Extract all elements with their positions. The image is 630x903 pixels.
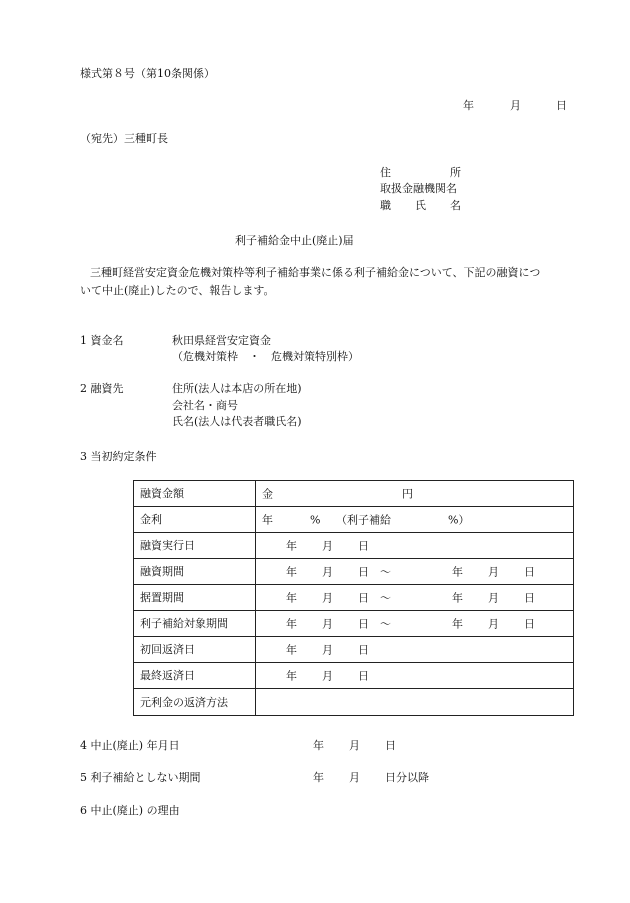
date-from-unit: 年 [286,539,297,552]
date-to-unit: 日 [524,565,535,578]
interest-subsidy-percent: %） [448,513,470,526]
stop-date-day: 日 [385,739,396,752]
item-borrower-address: 住所(法人は本店の所在地) [172,382,302,395]
no-subsidy-suffix: 日分以降 [385,771,429,784]
no-subsidy-month: 月 [349,771,360,784]
table-row [134,637,574,663]
date-to-unit: 月 [488,591,499,604]
condition-label: 利子補給対象期間 [134,611,256,637]
date-to-unit: 年 [452,565,463,578]
date-from-unit: 月 [322,669,333,682]
condition-label: 融資期間 [134,559,256,585]
condition-label: 据置期間 [134,585,256,611]
condition-label: 初回返済日 [134,637,256,663]
date-to-unit: 日 [524,591,535,604]
interest-subsidy-label: （利子補給 [336,513,391,526]
condition-label: 最終返済日 [134,663,256,689]
no-subsidy-year: 年 [313,771,324,784]
item-borrower-name: 氏名(法人は代表者職氏名) [172,415,302,428]
conditions-table [133,480,574,716]
loan-amount-label: 融資金額 [134,481,256,507]
date-to-unit: 年 [452,591,463,604]
date-from-unit: 年 [286,669,297,682]
date-from-unit: 月 [322,539,333,552]
condition-label: 融資実行日 [134,533,256,559]
body-line-2: いて中止(廃止)したので、報告します。 [80,284,275,297]
repayment-method-label: 元利金の返済方法 [134,689,256,716]
table-row [134,533,574,559]
item-conditions-label: 3 当初約定条件 [80,450,157,463]
date-from-unit: 年 [286,565,297,578]
date-from-unit: 月 [322,591,333,604]
date-from-unit: 年 [286,591,297,604]
table-row [134,689,574,716]
interest-year: 年 [262,513,273,526]
date-from-unit: 日 [358,617,369,630]
condition-value [256,611,574,637]
repayment-method-value [256,689,574,716]
range-tilde: ～ [380,565,391,578]
date-day: 日 [556,99,567,112]
date-line [0,100,630,112]
interest-percent: % [310,513,321,526]
condition-value [256,663,574,689]
date-to-unit: 月 [488,565,499,578]
table-row [134,585,574,611]
item-stop-date-label: 4 中止(廃止) 年月日 [80,739,180,752]
item-fund-label: 1 資金名 [80,334,124,347]
date-from-unit: 年 [286,643,297,656]
body-line-1: 三種町経営安定資金危機対策枠等利子補給事業に係る利子補給金について、下記の融資につ [90,266,541,279]
date-from-unit: 月 [322,617,333,630]
applicant-address-label: 住 所 [380,166,461,179]
loan-amount-suffix: 円 [402,487,413,500]
date-year: 年 [463,99,474,112]
item-borrower-company: 会社名・商号 [172,399,238,412]
table-row [134,663,574,689]
interest-cell [256,507,574,533]
stop-date-month: 月 [349,739,360,752]
applicant-institution-label: 取扱金融機関名 [380,182,457,195]
condition-value [256,637,574,663]
loan-amount-cell [256,481,574,507]
date-from-unit: 日 [358,643,369,656]
table-row [134,611,574,637]
item-no-subsidy-value [0,772,630,784]
item-reason-label: 6 中止(廃止) の理由 [80,804,180,817]
date-to-unit: 年 [452,617,463,630]
applicant-position-name-label: 職 氏 名 [380,199,461,212]
addressee: （宛先）三種町長 [80,132,168,145]
date-from-unit: 日 [358,565,369,578]
range-tilde: ～ [380,617,391,630]
stop-date-year: 年 [313,739,324,752]
form-number: 様式第８号（第10条関係） [80,67,215,80]
item-stop-date-value [0,740,630,752]
date-from-unit: 日 [358,539,369,552]
item-fund-options: （危機対策枠 ・ 危機対策特別枠） [172,350,359,363]
date-from-unit: 年 [286,617,297,630]
date-from-unit: 日 [358,669,369,682]
item-no-subsidy-label: 5 利子補給としない期間 [80,771,201,784]
date-from-unit: 月 [322,643,333,656]
item-fund-name: 秋田県経営安定資金 [172,334,271,347]
date-to-unit: 月 [488,617,499,630]
condition-value [256,533,574,559]
condition-value [256,585,574,611]
item-borrower-label: 2 融資先 [80,382,124,395]
table-row [134,559,574,585]
date-from-unit: 月 [322,565,333,578]
document-title: 利子補給金中止(廃止)届 [235,234,354,247]
date-to-unit: 日 [524,617,535,630]
date-from-unit: 日 [358,591,369,604]
loan-amount-prefix: 金 [262,487,273,500]
table-row [134,481,574,507]
interest-label: 金利 [134,507,256,533]
condition-value [256,559,574,585]
table-row [134,507,574,533]
range-tilde: ～ [380,591,391,604]
date-month: 月 [510,99,521,112]
